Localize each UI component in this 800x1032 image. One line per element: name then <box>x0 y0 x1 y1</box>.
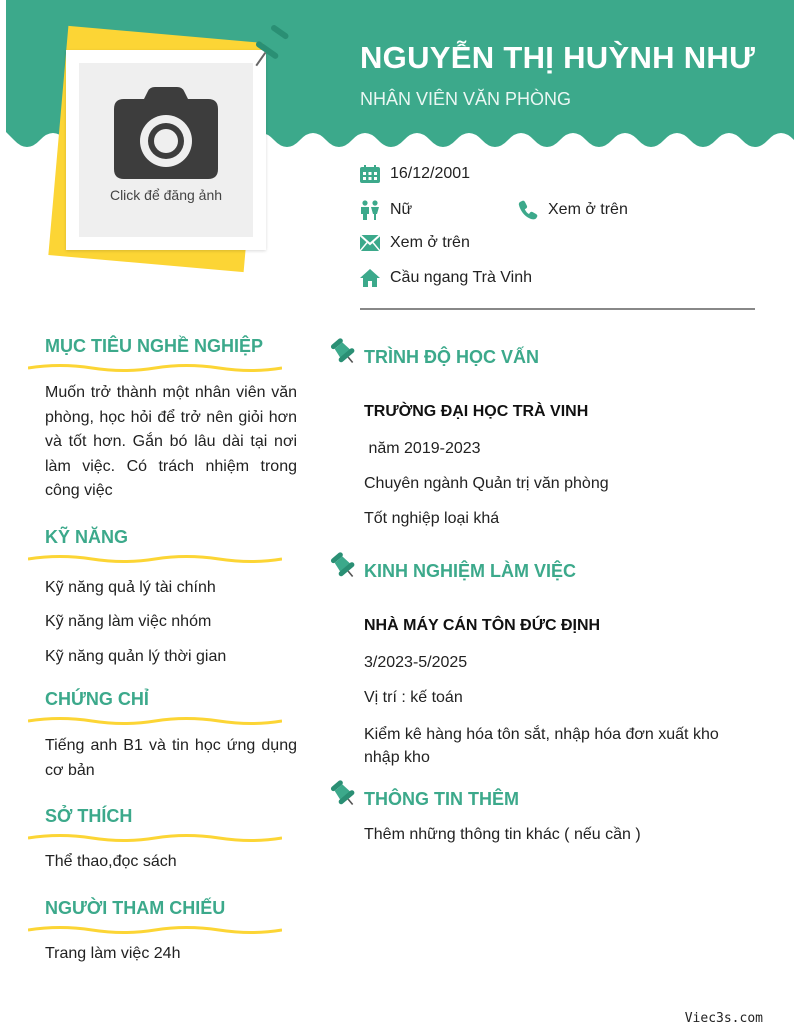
phone-icon <box>518 200 538 220</box>
experience-company: NHÀ MÁY CÁN TÔN ĐỨC ĐỊNH <box>364 617 601 634</box>
contact-divider <box>360 308 755 310</box>
skill-item: Kỹ năng quả lý tài chính <box>45 579 216 596</box>
contact-phone <box>518 200 628 220</box>
job-title: NHÂN VIÊN VĂN PHÒNG <box>360 89 572 109</box>
experience-position: Vị trí : kế toán <box>364 689 463 706</box>
experience-period: 3/2023-5/2025 <box>364 654 468 671</box>
email-value[interactable]: Xem ở trên <box>390 234 470 251</box>
references-text: Trang làm việc 24h <box>45 945 181 962</box>
hobbies-text: Thể thao,đọc sách <box>45 853 177 870</box>
pushpin-icon <box>248 24 292 74</box>
section-title-certificates: CHỨNG CHỈ <box>45 689 149 709</box>
photo-upload[interactable] <box>79 63 253 237</box>
gender-icon <box>360 200 380 220</box>
education-major: Chuyên ngành Quản trị văn phòng <box>364 475 609 492</box>
education-grade: Tốt nghiệp loại khá <box>364 510 500 527</box>
yellow-wave-divider <box>28 554 282 564</box>
objective-text: Muốn trở thành một nhân viên văn phòng, học hỏi để trở nên giỏi hơn và tốt hơn. Gắn bó lâu dài tại nơi làm việc. Có trách nhiệm trong công việc <box>45 384 297 499</box>
contact-birthday <box>360 165 470 183</box>
experience-description: Kiểm kê hàng hóa tôn sắt, nhập hóa đơn xuất kho nhập kho <box>364 726 719 766</box>
camera-icon <box>114 87 218 179</box>
pushpin-icon <box>330 338 356 366</box>
section-title-education: TRÌNH ĐỘ HỌC VẤN <box>364 347 539 367</box>
candidate-name: NGUYỄN THỊ HUỲNH NHƯ <box>360 40 756 75</box>
address-value: Cầu ngang Trà Vinh <box>390 269 533 286</box>
gender-value: Nữ <box>390 201 413 218</box>
yellow-wave-divider <box>28 925 282 935</box>
yellow-wave-divider <box>28 833 282 843</box>
envelope-icon <box>360 235 380 251</box>
calendar-icon <box>360 165 380 183</box>
section-title-skills: KỸ NĂNG <box>45 527 129 547</box>
skill-item: Kỹ năng làm việc nhóm <box>45 613 212 630</box>
section-title-references: NGƯỜI THAM CHIẾU <box>45 898 226 918</box>
photo-upload-label: Click để đăng ảnh <box>109 187 223 203</box>
yellow-wave-divider <box>28 363 282 373</box>
additional-text: Thêm những thông tin khác ( nếu cần ) <box>364 826 641 843</box>
birthday-value: 16/12/2001 <box>390 165 471 182</box>
contact-gender <box>360 200 412 220</box>
section-title-hobbies: SỞ THÍCH <box>45 806 133 826</box>
home-icon <box>360 269 380 287</box>
skill-item: Kỹ năng quản lý thời gian <box>45 648 227 665</box>
section-title-objective: MỤC TIÊU NGHỀ NGHIỆP <box>45 336 264 356</box>
yellow-wave-divider <box>28 716 282 726</box>
education-years: năm 2019-2023 <box>364 440 481 457</box>
certificates-text: Tiếng anh B1 và tin học ứng dụng cơ bản <box>45 737 297 779</box>
section-title-experience: KINH NGHIỆM LÀM VIỆC <box>364 561 577 581</box>
section-title-additional: THÔNG TIN THÊM <box>364 789 519 809</box>
pushpin-icon <box>330 780 356 808</box>
contact-email <box>360 234 470 252</box>
phone-value[interactable]: Xem ở trên <box>548 201 628 218</box>
contact-address <box>360 269 532 287</box>
footer-brand: Viec3s.com <box>684 1011 763 1026</box>
education-school: TRƯỜNG ĐẠI HỌC TRÀ VINH <box>364 403 589 420</box>
pushpin-icon <box>330 552 356 580</box>
